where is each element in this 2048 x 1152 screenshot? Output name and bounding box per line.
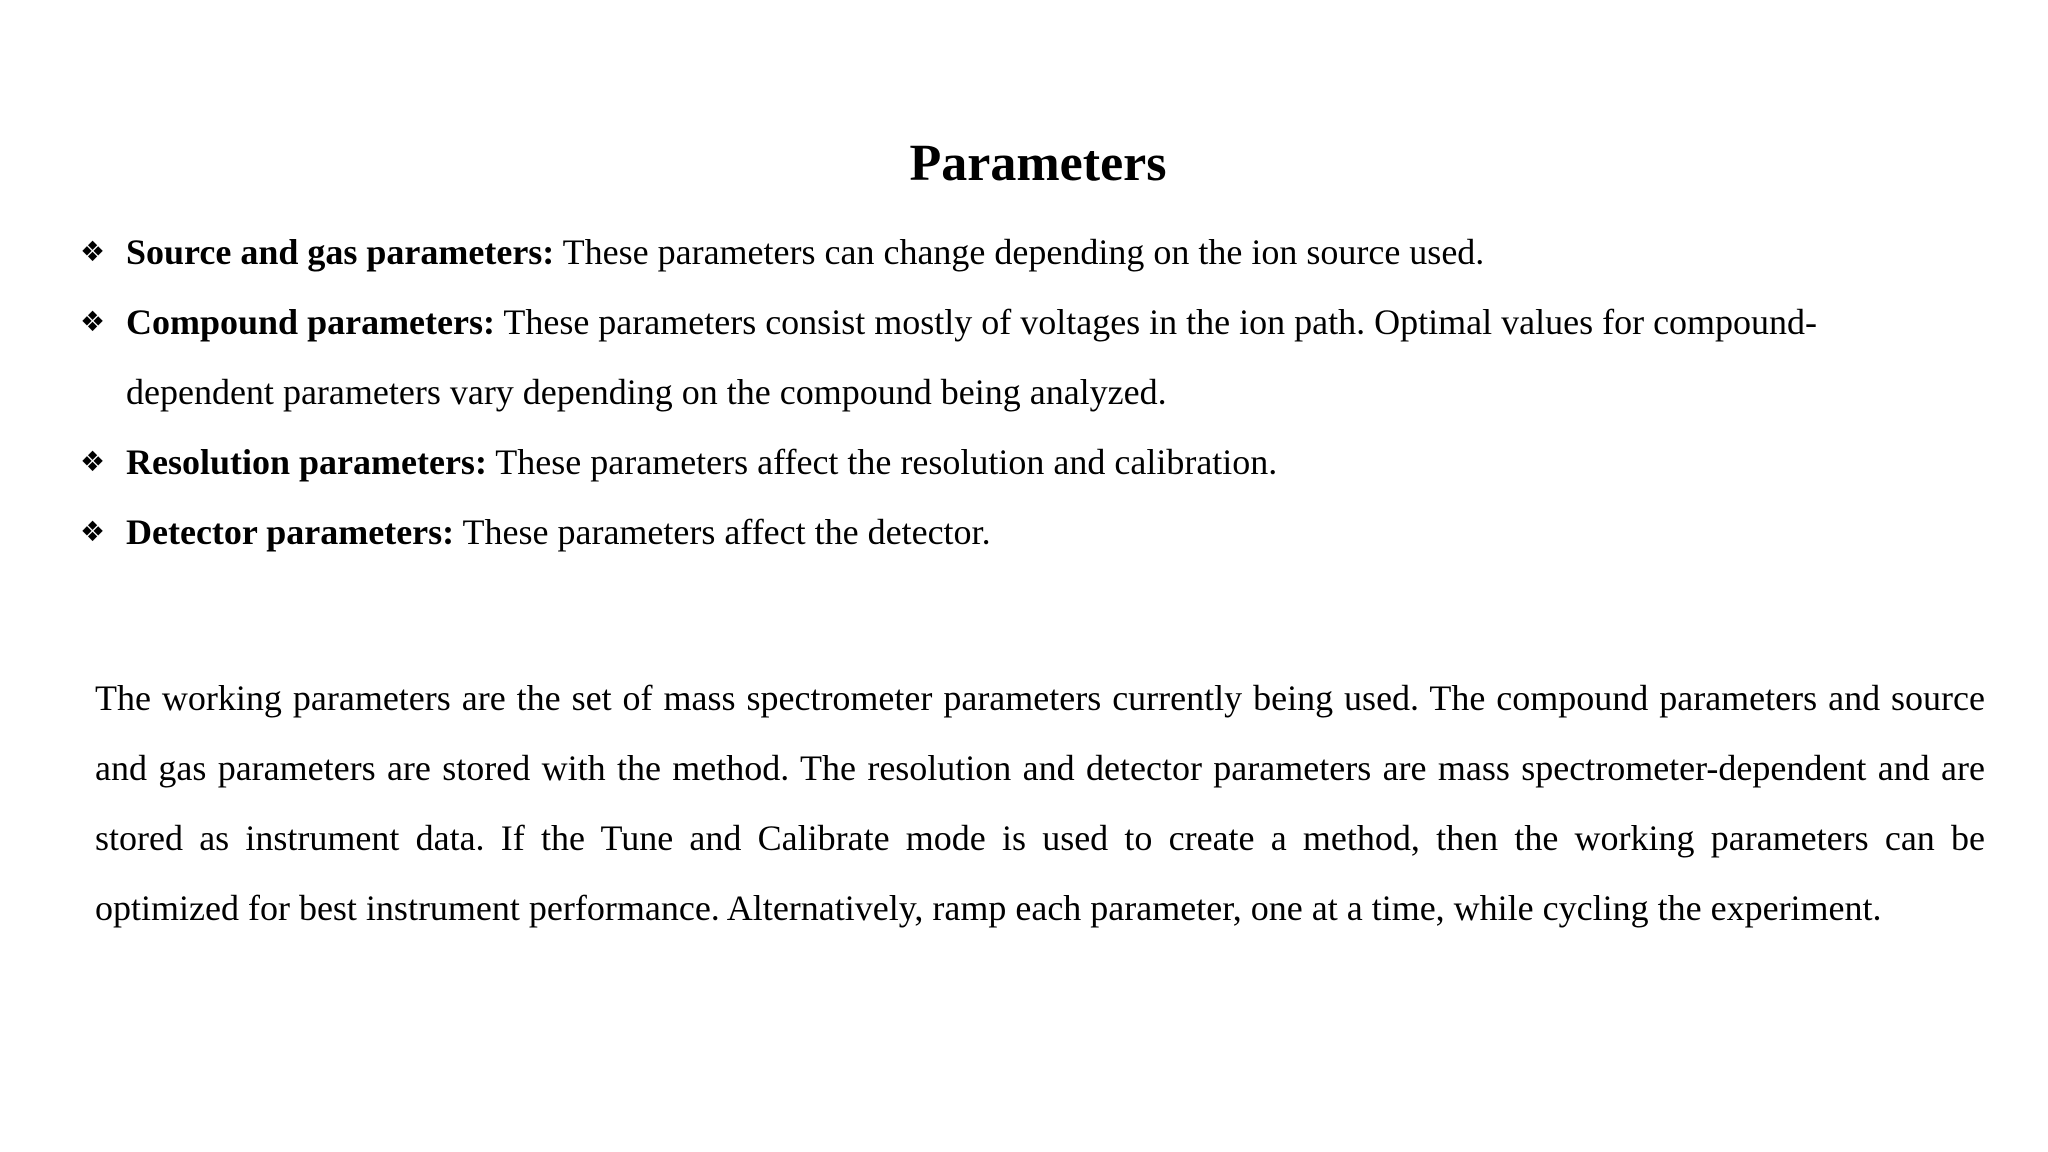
bullet-text: These parameters can change depending on the ion source used. — [562, 232, 1485, 272]
four-diamond-icon: ❖ — [80, 235, 106, 268]
bullet-term: Resolution parameters: — [126, 442, 487, 482]
body-paragraph: The working parameters are the set of mass spectrometer parameters currently being used. The compound parameters and source and gas parameters are stored with the method. The resolution and detector parameters are mass spectrometer-dependent and are stored as instrument data. If the Tune and Calibrate mode is used to create a method, then the working parameters can be optimized for best instrument performance. Alternatively, ramp each parameter, one at a time, while cycling the experiment. — [95, 678, 1985, 928]
bullet-text: These parameters consist mostly of voltages in the ion path. Optimal values for compound-dependent parameters vary depending on the compound being analyzed. — [126, 302, 1818, 412]
list-item — [80, 427, 1960, 497]
bullet-text: These parameters affect the detector. — [462, 512, 991, 552]
list-item — [80, 217, 1960, 287]
bullet-term: Compound parameters: — [126, 302, 495, 342]
list-item — [80, 287, 1960, 427]
parameter-list — [80, 217, 1960, 567]
four-diamond-icon: ❖ — [80, 445, 106, 478]
page-title: Parameters — [909, 135, 1167, 192]
bullet-term: Detector parameters: — [126, 512, 455, 552]
bullet-text: These parameters affect the resolution and calibration. — [495, 442, 1278, 482]
bullet-term: Source and gas parameters: — [126, 232, 555, 272]
four-diamond-icon: ❖ — [80, 515, 106, 548]
list-item — [80, 497, 1960, 567]
four-diamond-icon: ❖ — [80, 305, 106, 338]
